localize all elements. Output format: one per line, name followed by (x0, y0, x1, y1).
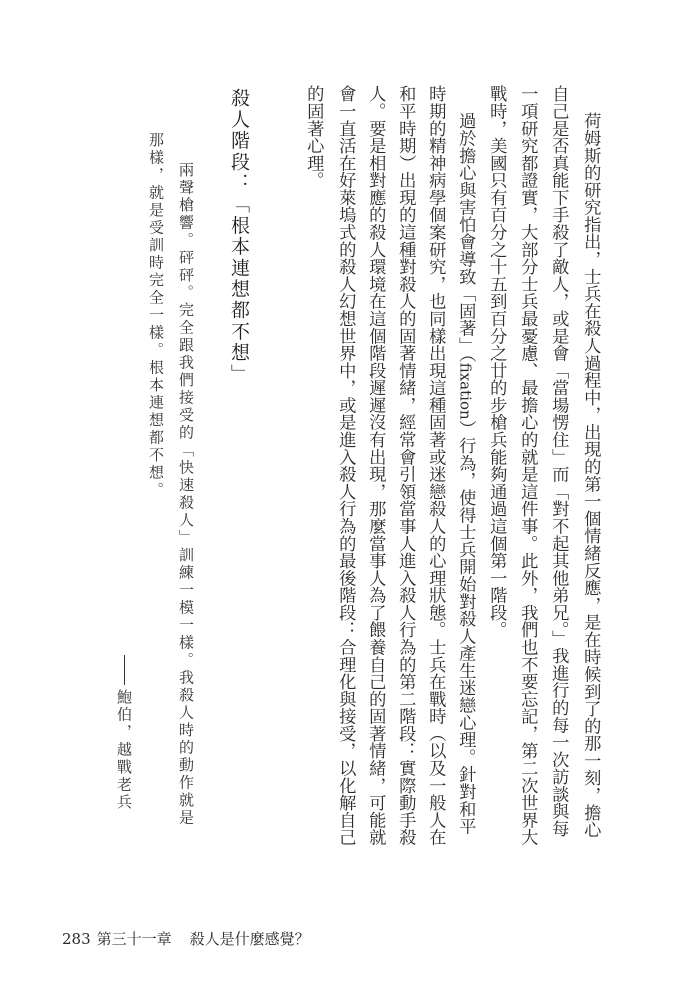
em-dash (124, 655, 125, 685)
body-column-2: 自己是否真能下手殺了敵人，或是會「當場愣住」而「對不起其他弟兄。」我進行的每一次訪談與每 (548, 85, 569, 838)
body-column-10: 的固著心理。 (303, 85, 324, 189)
page-footer (62, 928, 310, 949)
body-column-5-part-a: 過於擔心與害怕會導致「固著」（ (455, 112, 476, 363)
epigraph-line-1: 兩聲槍響。砰砰。完全跟我們接受的「快速殺人」訓練一模一樣。我殺人時的動作就是 (177, 162, 195, 827)
section-heading: 殺人階段：「根本連想都不想」 (228, 88, 250, 385)
epigraph-attribution (116, 655, 131, 812)
body-column-4: 戰時，美國只有百分之十五到百分之廿的步槍兵能夠通過這個第一階段。 (486, 85, 507, 639)
body-column-6: 時期的精神病學個案研究，也同樣出現這種固著或迷戀殺人的心理狀態。士兵在戰時（以及一般人在 (425, 85, 446, 846)
attribution-text: 鮑伯，越戰老兵 (115, 689, 133, 812)
body-column-5-part-b: ）行為，使得士兵開始對殺人產生迷戀心理。針對和平 (455, 419, 476, 835)
epigraph-line-2: 那樣，就是受訓時完全一樣。根本連想都不想。 (147, 132, 165, 500)
body-column-7: 和平時期）出現的這種對殺人的固著情緒，經常會引領當事人進入殺人行為的第二階段：實際動手殺 (395, 85, 416, 846)
page-number: 283 (62, 930, 91, 948)
body-column-9: 會一直活在好萊塢式的殺人幻想世界中，或是進入殺人行為的最後階段：合理化與接受，以化解自己 (335, 85, 356, 846)
body-column-3: 一項研究都證實，大部分士兵最憂慮、最擔心的就是這件事。此外，我們也不要忘記，第二次世界大 (517, 85, 538, 846)
body-column-1: 荷姆斯的研究指出，士兵在殺人過程中，出現的第一個情緒反應，是在時候到了的那一刻，擔心 (580, 112, 601, 839)
body-column-8: 人。要是相對應的殺人環境在這個階段遲遲沒有出現，那麼當事人為了餵養自己的固著情緒，可能就 (365, 85, 386, 846)
chapter-title: 殺人是什麼感覺？ (189, 930, 310, 948)
body-column-5-latin-term: fixation (456, 362, 475, 420)
chapter-label: 第三十一章 (96, 930, 172, 948)
body-column-5 (455, 112, 476, 835)
